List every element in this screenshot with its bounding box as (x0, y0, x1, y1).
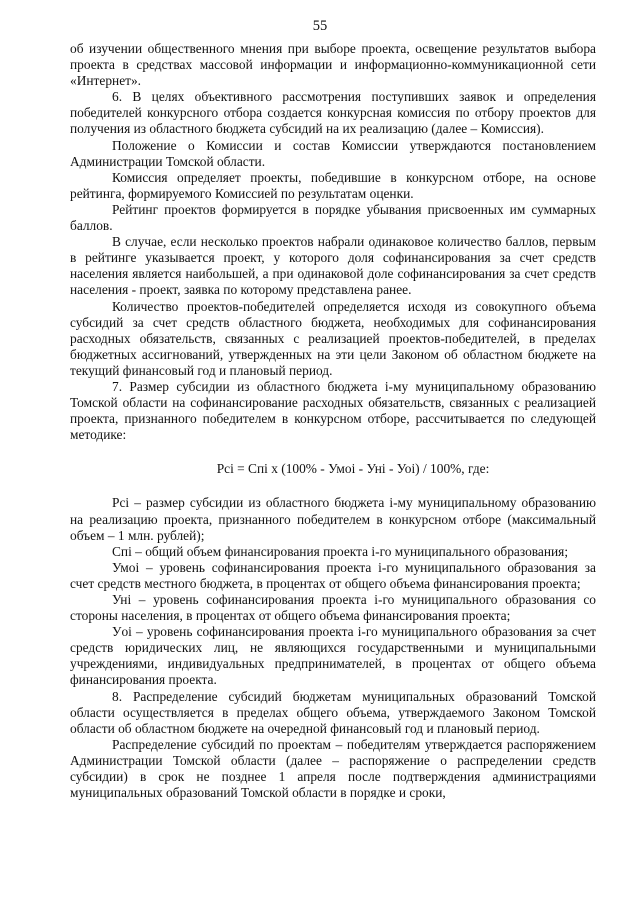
paragraph: Cпi – общий объем финансирования проекта i-го муниципального образования; (112, 543, 569, 559)
paragraph: В случае, если несколько проектов набрали одинаковое количество баллов, первым в рейтинге указывается проект, у которого доля софинансирования за счет средств населения является наибольшей, а при одинаковой доле софинансирования за счет средств населения - проект, заявка по которому представлена ранее. (70, 234, 596, 298)
paragraph: Распределение субсидий по проектам – победителям утверждается распоряжением Администрации Томской области (далее – распоряжение о распределении средств субсидии) в срок не позднее 1 апреля после подтверждения администрациями муниципальных образований Томской области в порядке и сроки, (70, 736, 596, 801)
paragraph: 6. В целях объективного рассмотрения поступивших заявок и определения победителей конкурсного отбора создается конкурсная комиссия по отбору проектов для получения из областного бюджета субсидий на их реализацию (далее – Комиссия). (70, 89, 596, 137)
paragraph: Рейтинг проектов формируется в порядке убывания присвоенных им суммарных баллов. (70, 201, 596, 234)
paragraph: Положение о Комиссии и состав Комиссии утверждаются постановлением Администрации Томской области. (70, 137, 596, 169)
document-body (70, 41, 596, 801)
paragraph: об изучении общественного мнения при выборе проекта, освещение результатов выбора проекта в средствах массовой информации и информационно-коммуникационной сети «Интернет». (70, 41, 596, 89)
paragraph: Уні – уровень софинансирования проекта i-го муниципального образования со стороны населения, в процентах от общего объема финансирования проекта; (70, 592, 596, 624)
paragraph: Количество проектов-победителей определяется исходя из совокупного объема субсидий за счет средств областного бюджета, необходимых для софинансирования расходных обязательств, связанных с реализацией проектов-победителей, в пределах бюджетных ассигнований, утвержденных на эти цели Законом об областном бюджете на текущий финансовый год и плановый период. (70, 298, 596, 378)
paragraph: Уoi – уровень софинансирования проекта i-го муниципального образования за счет средств юридических лиц, не являющихся государственными и муниципальными учреждениями, индивидуальных предпринимателей, в процентах от общего объема финансирования проекта. (70, 624, 596, 688)
paragraph: 7. Размер субсидии из областного бюджета i-му муниципальному образованию Томской области на софинансирование расходных обязательств, связанных с реализацией проекта, признанного победителем в конкурсном отборе, рассчитывается по следующей методике: (70, 378, 596, 443)
page-number: 55 (312, 18, 328, 34)
paragraph: Умоi – уровень софинансирования проекта i-го муниципального образования за счет средств местного бюджета, в процентах от общего объема финансирования проекта; (70, 559, 596, 591)
subsidy-formula: Pci = Cпi x (100% - Умоi - Уні - Уоi) / 100%, где: (216, 461, 490, 477)
paragraph: Pci – размер субсидии из областного бюджета i-му муниципальному образованию на реализацию проекта, признанного победителем в конкурсном отборе (максимальный объем – 1 млн. рублей); (70, 495, 596, 543)
paragraph: 8. Распределение субсидий бюджетам муниципальных образований Томской области осуществляется в пределах общего объема, утверждаемого Законом Томской области об областном бюджете на очередной финансовый год и плановый период. (70, 688, 596, 736)
paragraph: Комиссия определяет проекты, победившие в конкурсном отборе, на основе рейтинга, формируемого Комиссией по результатам оценки. (70, 169, 596, 201)
